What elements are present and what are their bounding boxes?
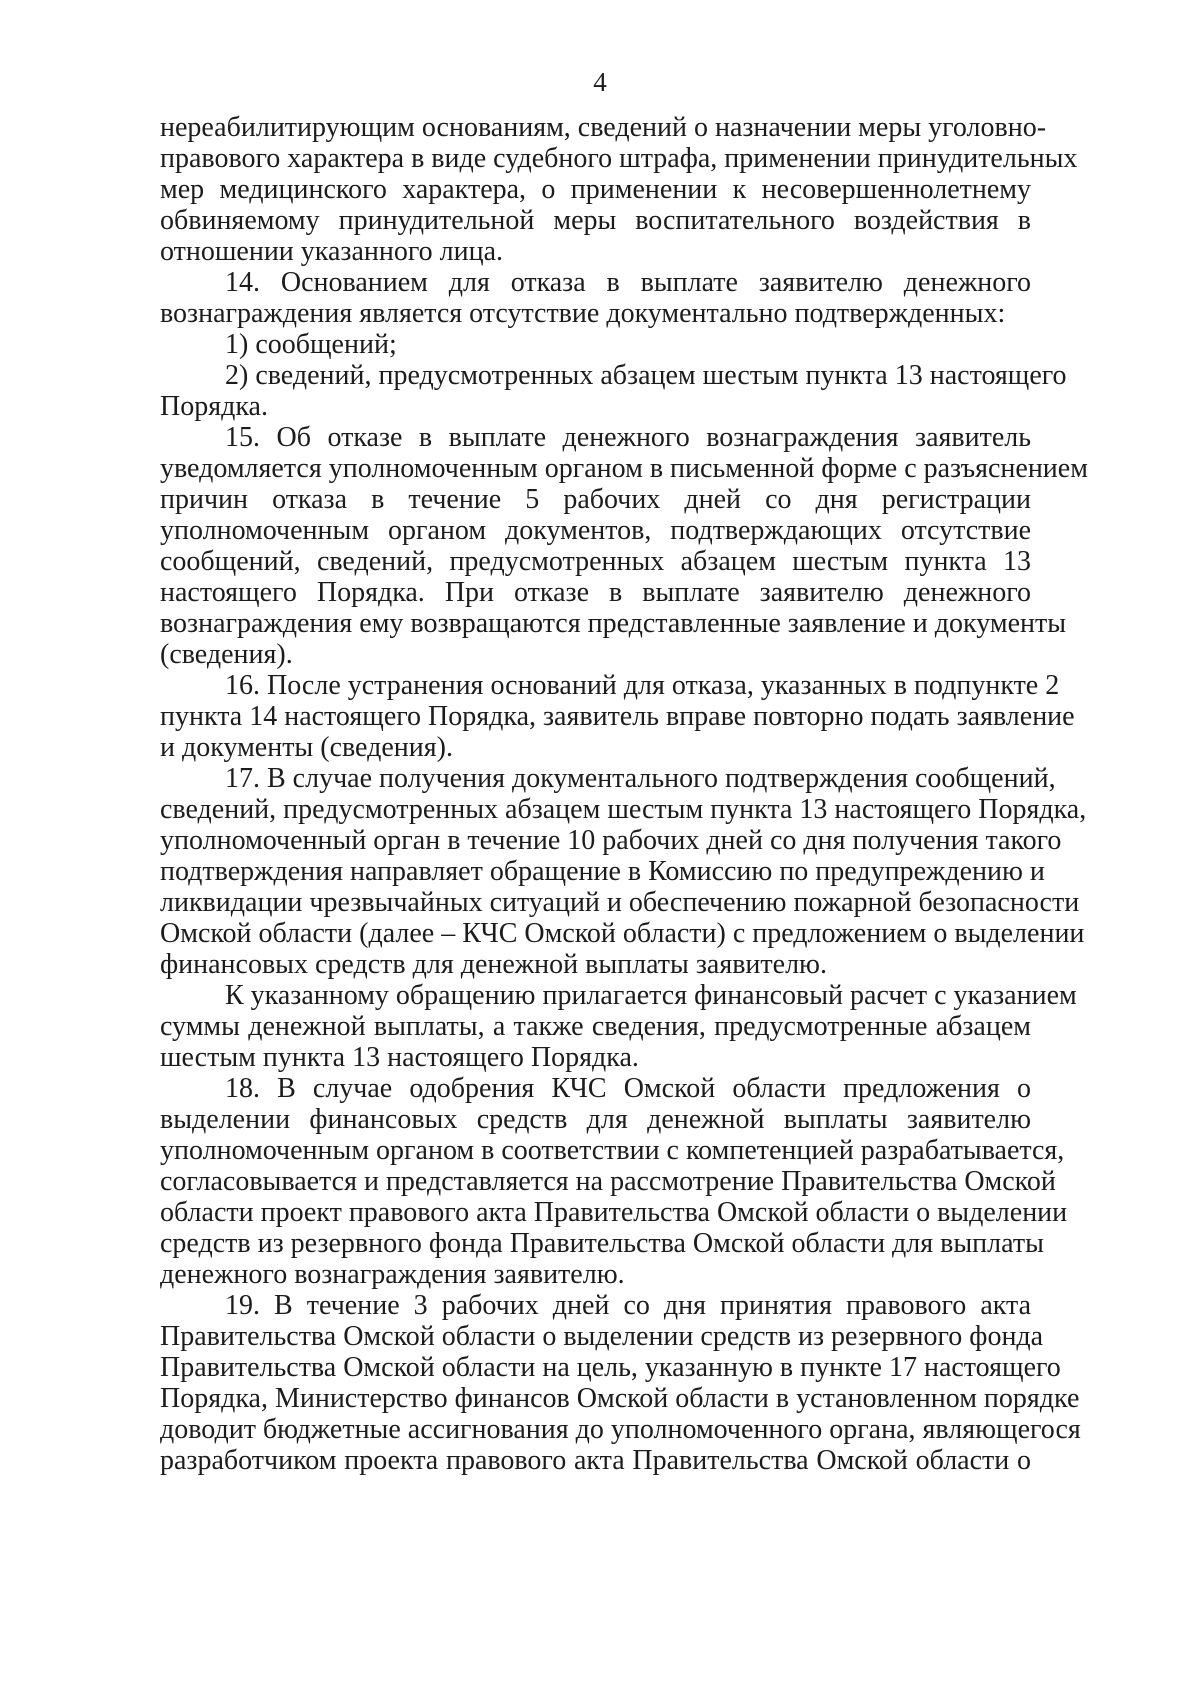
text-line: области проект правового акта Правительства Омской области о выделении xyxy=(160,1197,1068,1228)
paragraph-item-19 xyxy=(160,1290,1081,1476)
text-line: суммы денежной выплаты, а также сведения, предусмотренные абзацем xyxy=(160,1011,1031,1042)
text-line: уполномоченным органом документов, подтверждающих отсутствие xyxy=(160,515,1031,546)
text-line: сообщений, сведений, предусмотренных абзацем шестым пункта 13 xyxy=(160,546,1031,577)
paragraph-item-15 xyxy=(160,422,1088,670)
text-line: согласовывается и представляется на рассмотрение Правительства Омской xyxy=(160,1166,1056,1197)
text-line: мер медицинского характера, о применении к несовершеннолетнему xyxy=(160,174,1031,205)
text-line: Омской области (далее – КЧС Омской области) с предложением о выделении xyxy=(160,918,1085,949)
text-line: Правительства Омской области на цель, указанную в пункте 17 настоящего xyxy=(160,1352,1061,1383)
text-line: 14. Основанием для отказа в выплате заявителю денежного xyxy=(225,267,1031,298)
text-line: Правительства Омской области о выделении средств из резервного фонда xyxy=(160,1321,1044,1352)
paragraph-item-14 xyxy=(160,267,1031,329)
text-line: К указанному обращению прилагается финансовый расчет с указанием xyxy=(225,980,1077,1011)
text-line: и документы (сведения). xyxy=(160,732,453,763)
paragraph-continuation xyxy=(160,112,1078,267)
text-line: финансовых средств для денежной выплаты заявителю. xyxy=(160,949,827,980)
text-line: пункта 14 настоящего Порядка, заявитель вправе повторно подать заявление xyxy=(160,701,1075,732)
paragraph-item-17 xyxy=(160,763,1087,980)
paragraph-item-16 xyxy=(160,670,1075,763)
text-line: сведений, предусмотренных абзацем шестым пункта 13 настоящего Порядка, xyxy=(160,794,1087,825)
text-line: денежного вознаграждения заявителю. xyxy=(160,1259,625,1290)
text-line: причин отказа в течение 5 рабочих дней со дня регистрации xyxy=(160,484,1031,515)
text-line: 19. В течение 3 рабочих дней со дня принятия правового акта xyxy=(225,1290,1031,1321)
text-line: 17. В случае получения документального подтверждения сообщений, xyxy=(225,763,1056,794)
text-line: 16. После устранения оснований для отказа, указанных в подпункте 2 xyxy=(225,670,1060,701)
text-line: выделении финансовых средств для денежной выплаты заявителю xyxy=(160,1104,1031,1135)
text-line: Порядка. xyxy=(160,391,268,422)
text-line: ликвидации чрезвычайных ситуаций и обеспечению пожарной безопасности xyxy=(160,887,1080,918)
text-line: правового характера в виде судебного штрафа, применении принудительных xyxy=(160,143,1078,174)
text-line: средств из резервного фонда Правительства Омской области для выплаты xyxy=(160,1228,1044,1259)
paragraph-item-18 xyxy=(160,1073,1068,1290)
text-line: подтверждения направляет обращение в Комиссию по предупреждению и xyxy=(160,856,1045,887)
text-line: 1) сообщений; xyxy=(225,329,397,360)
page-number: 4 xyxy=(593,67,607,97)
text-line: уполномоченным органом в соответствии с компетенцией разрабатывается, xyxy=(160,1135,1065,1166)
paragraph-subitem-14-1 xyxy=(160,329,1031,360)
text-line: доводит бюджетные ассигнования до уполномоченного органа, являющегося xyxy=(160,1414,1081,1445)
text-line: нереабилитирующим основаниям, сведений о назначении меры уголовно- xyxy=(160,112,1047,143)
text-line: уполномоченный орган в течение 10 рабочих дней со дня получения такого xyxy=(160,825,1062,856)
text-line: 2) сведений, предусмотренных абзацем шестым пункта 13 настоящего xyxy=(225,360,1067,391)
text-line: 18. В случае одобрения КЧС Омской области предложения о xyxy=(225,1073,1031,1104)
paragraph-item-17-continuation xyxy=(160,980,1077,1073)
text-line: шестым пункта 13 настоящего Порядка. xyxy=(160,1042,639,1073)
text-line: вознаграждения ему возвращаются представленные заявление и документы xyxy=(160,608,1067,639)
text-line: (сведения). xyxy=(160,639,293,670)
text-line: уведомляется уполномоченным органом в письменной форме с разъяснением xyxy=(160,453,1088,484)
text-line: отношении указанного лица. xyxy=(160,236,504,267)
text-line: настоящего Порядка. При отказе в выплате заявителю денежного xyxy=(160,577,1031,608)
text-line: обвиняемому принудительной меры воспитательного воздействия в xyxy=(160,205,1031,236)
paragraph-subitem-14-2 xyxy=(160,360,1067,422)
text-line: Порядка, Министерство финансов Омской области в установленном порядке xyxy=(160,1383,1080,1414)
text-line: 15. Об отказе в выплате денежного вознаграждения заявитель xyxy=(225,422,1031,453)
document-body xyxy=(160,112,1088,1476)
text-line: разработчиком проекта правового акта Правительства Омской области о xyxy=(160,1445,1031,1476)
text-line: вознаграждения является отсутствие документально подтвержденных: xyxy=(160,298,1006,329)
